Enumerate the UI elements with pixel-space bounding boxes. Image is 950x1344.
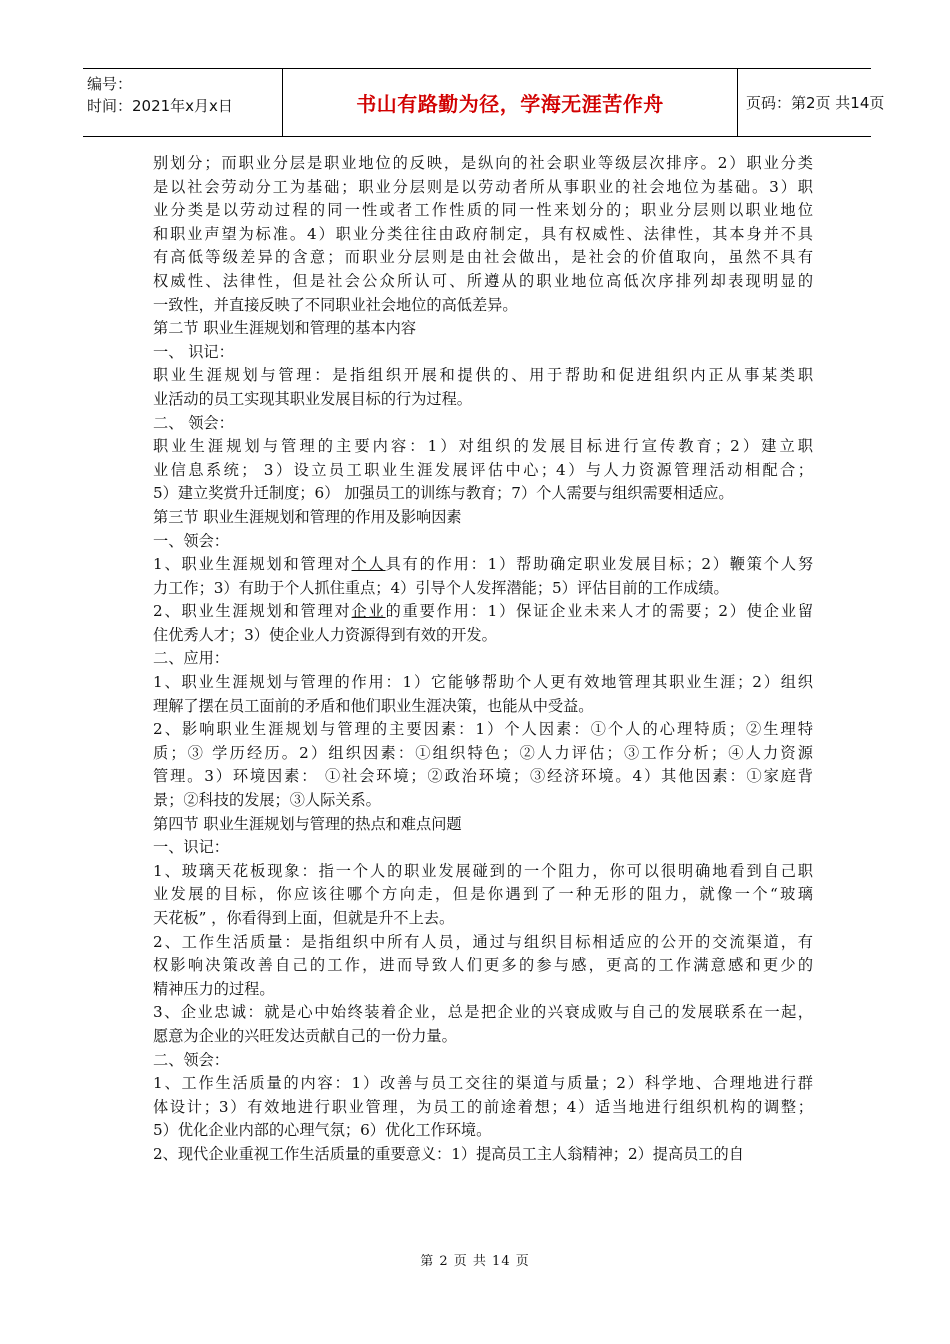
body-line: 业发展的目标，你应该往哪个方向走，但是你遇到了一种无形的阻力，就像一个“玻璃 — [153, 885, 813, 904]
section-heading: 第二节 职业生涯规划和管理的基本内容 — [153, 319, 417, 338]
section-heading: 第四节 职业生涯规划与管理的热点和难点问题 — [153, 814, 462, 833]
body-line: 1、工作生活质量的内容：1）改善与员工交往的渠道与质量；2）科学地、合理地进行群 — [153, 1074, 813, 1093]
body-line: 业信息系统； 3）设立员工职业生涯发展评估中心；4）与人力资源管理活动相配合； — [153, 460, 813, 479]
body-line: 管理。3）环境因素： ①社会环境；②政治环境；③经济环境。4）其他因素：①家庭背 — [153, 767, 813, 786]
underlined-term: 个人 — [351, 555, 386, 574]
body-line-segment: 1、职业生涯规划和管理对 — [153, 555, 352, 574]
body-line: 1、职业生涯规划与管理的作用：1）它能够帮助个人更有效地管理其职业生涯；2）组织 — [153, 673, 813, 692]
body-line: 5）优化企业内部的心理气氛；6）优化工作环境。 — [153, 1121, 492, 1140]
body-line: 质；③ 学历经历。2）组织因素：①组织特色；②人力评估；③工作分析；④人力资源 — [153, 743, 813, 762]
body-line: 权威性、法律性，但是社会公众所认可、所遵从的职业地位高低次序排列却表现明显的 — [153, 271, 813, 290]
body-line: 职业生涯规划与管理：是指组织开展和提供的、用于帮助和促进组织内正从事某类职 — [153, 366, 813, 385]
body-line-segment: 2、职业生涯规划和管理对 — [153, 602, 352, 621]
body-line: 力工作；3）有助于个人抓住重点；4）引导个人发挥潜能；5）评估目前的工作成绩。 — [153, 578, 729, 597]
body-line: 3、企业忠诚：就是心中始终装着企业，总是把企业的兴衰成败与自己的发展联系在一起， — [153, 1003, 813, 1022]
body-line: 5）建立奖赏升迁制度；6） 加强员工的训练与教育；7）个人需要与组织需要相适应。 — [153, 484, 734, 503]
body-line: 理解了摆在员工面前的矛盾和他们职业生涯决策，也能从中受益。 — [153, 696, 594, 715]
body-line: 体设计；3）有效地进行职业管理，为员工的前途着想；4）适当地进行组织机构的调整； — [153, 1097, 813, 1116]
body-line — [153, 600, 813, 624]
body-line: 二、领会： — [153, 1050, 229, 1069]
header-motto: 书山有路勤为径，学海无涯苦作舟 — [283, 69, 738, 136]
underlined-term: 企业 — [351, 602, 386, 621]
body-line: 2、现代企业重视工作生活质量的重要意义：1）提高员工主人翁精神；2）提高员工的自 — [153, 1144, 744, 1163]
body-line: 业活动的员工实现其职业发展目标的行为过程。 — [153, 389, 472, 408]
body-line: 职业生涯规划与管理的主要内容：1）对组织的发展目标进行宣传教育；2）建立职 — [153, 437, 813, 456]
body-line: 愿意为企业的兴旺发达贡献自己的一份力量。 — [153, 1026, 457, 1045]
header-page-label: 页码：第2页 共14页 — [746, 94, 885, 112]
body-line: 景；②科技的发展；③人际关系。 — [153, 791, 381, 810]
body-line: 一、领会： — [153, 531, 229, 550]
header-table — [83, 68, 885, 137]
body-line-segment: 的重要作用：1）保证企业未来人才的需要；2）使企业留 — [385, 602, 814, 621]
body-line: 和职业声望为标准。4）职业分类往往由政府制定，具有权威性、法律性，其本身并不具 — [153, 224, 813, 243]
header-meta-cell — [83, 69, 283, 136]
page-footer: 第 2 页 共 14 页 — [420, 1254, 530, 1269]
body-line: 2、影响职业生涯规划与管理的主要因素：1）个人因素：①个人的心理特质；②生理特 — [153, 720, 813, 739]
body-line: 一、识记： — [153, 838, 229, 857]
number-label: 编号： — [87, 75, 133, 93]
time-label: 时间：2021年x月x日 — [87, 97, 233, 115]
body-line: 是以社会劳动分工为基础；职业分层则是以劳动者所从事职业的社会地位为基础。3）职 — [153, 177, 813, 196]
body-line: 二、应用： — [153, 649, 229, 668]
body-line: 权影响决策改善自己的工作，进而导致人们更多的参与感，更高的工作满意感和更少的 — [153, 956, 813, 975]
body-line: 1、玻璃天花板现象：指一个人的职业发展碰到的一个阻力，你可以很明确地看到自己职 — [153, 861, 813, 880]
body-line: 别划分；而职业分层是职业地位的反映，是纵向的社会职业等级层次排序。2）职业分类 — [153, 154, 813, 172]
body-line: 天花板” ，你看得到上面，但就是升不上去。 — [153, 909, 455, 927]
section-heading: 第三节 职业生涯规划和管理的作用及影响因素 — [153, 507, 462, 526]
body-line: 2、工作生活质量：是指组织中所有人员，通过与组织目标相适应的公开的交流渠道，有 — [153, 932, 813, 951]
document-body — [153, 152, 813, 1167]
body-line: 一致性，并直接反映了不同职业社会地位的高低差异。 — [153, 295, 518, 314]
body-line — [153, 553, 813, 577]
body-line-segment: 具有的作用：1）帮助确定职业发展目标；2）鞭策个人努 — [385, 555, 814, 574]
body-line: 二、 领会： — [153, 413, 234, 432]
body-line: 精神压力的过程。 — [153, 979, 275, 998]
body-line: 一、 识记： — [153, 342, 234, 361]
body-line: 业分类是以劳动过程的同一性或者工作性质的同一性来划分的；职业分层则以职业地位 — [153, 201, 813, 220]
body-line: 有高低等级差异的含意；而职业分层则是由社会做出，是社会的价值取向，虽然不具有 — [153, 248, 813, 267]
body-line: 住优秀人才；3）使企业人力资源得到有效的开发。 — [153, 625, 497, 644]
